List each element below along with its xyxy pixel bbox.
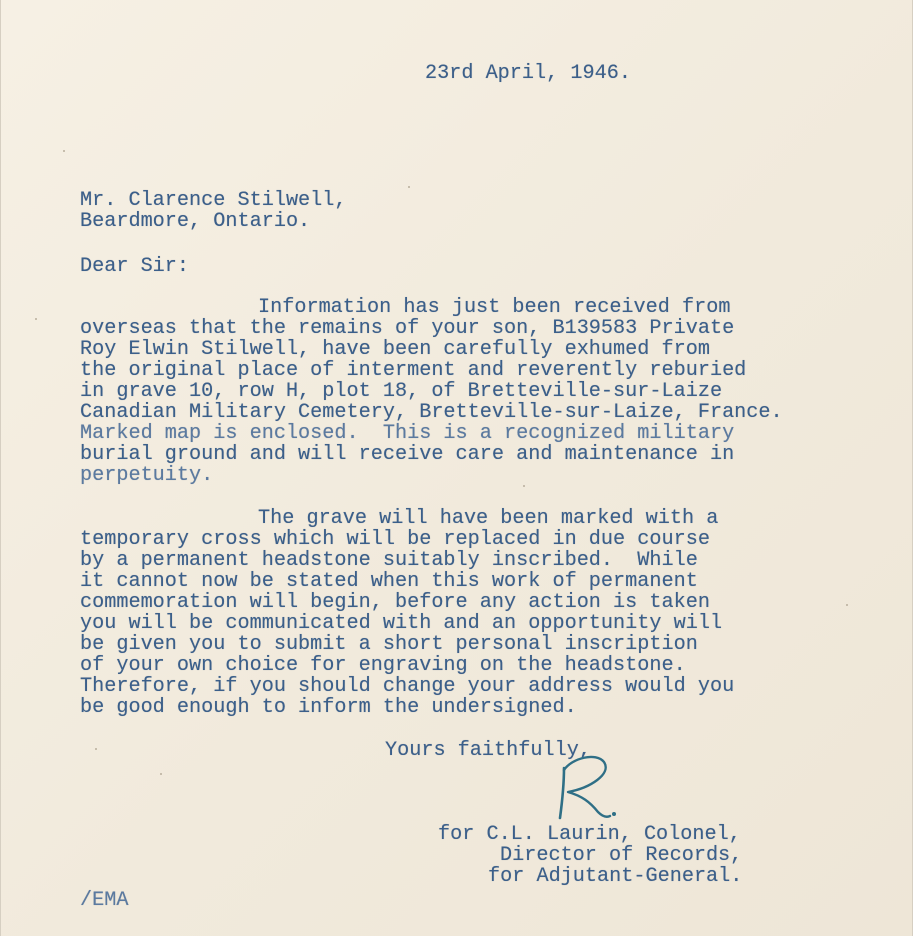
page-left-edge (0, 0, 1, 936)
reference-initials: /EMA (80, 889, 129, 912)
paragraph-1-line: in grave 10, row H, plot 18, of Bretteville-sur-Laize (80, 380, 723, 403)
signature-line-3: for Adjutant-General. (488, 865, 743, 888)
paragraph-1-line: the original place of interment and reverently reburied (80, 359, 747, 382)
closing: Yours faithfully, (385, 739, 591, 762)
paper-speck (160, 773, 162, 775)
paragraph-1-line: Roy Elwin Stilwell, have been carefully exhumed from (80, 338, 710, 361)
paragraph-1-line: perpetuity. (80, 464, 214, 487)
paragraph-1-line: burial ground and will receive care and maintenance in (80, 443, 735, 466)
paragraph-2-line: you will be communicated with and an opportunity will (80, 612, 723, 635)
handwritten-signature-initial (538, 748, 618, 828)
paper-speck (35, 318, 37, 320)
paragraph-2-line: The grave will have been marked with a (258, 507, 719, 530)
paper-speck (95, 748, 97, 750)
paragraph-2-line: be good enough to inform the undersigned. (80, 696, 577, 719)
salutation: Dear Sir: (80, 255, 190, 278)
paragraph-2-line: be given you to submit a short personal inscription (80, 633, 698, 656)
letter-date: 23rd April, 1946. (425, 62, 631, 85)
signature-line-2: Director of Records, (500, 844, 743, 867)
paragraph-2-line: commemoration will begin, before any action is taken (80, 591, 710, 614)
paragraph-1-line: overseas that the remains of your son, B139583 Private (80, 317, 735, 340)
paragraph-2-line: of your own choice for engraving on the headstone. (80, 654, 686, 677)
signature-line-1: for C.L. Laurin, Colonel, (438, 823, 741, 846)
paragraph-1-line: Canadian Military Cemetery, Bretteville-sur-Laize, France. (80, 401, 783, 424)
paragraph-1-line: Marked map is enclosed. This is a recognized military (80, 422, 735, 445)
paragraph-2-line: by a permanent headstone suitably inscribed. While (80, 549, 698, 572)
paragraph-2-line: Therefore, if you should change your address would you (80, 675, 735, 698)
recipient-address: Beardmore, Ontario. (80, 210, 311, 233)
paragraph-1-line: Information has just been received from (258, 296, 731, 319)
paragraph-2-line: it cannot now be stated when this work of permanent (80, 570, 698, 593)
paper-speck (408, 186, 410, 188)
paper-speck (523, 485, 525, 487)
paragraph-2-line: temporary cross which will be replaced in due course (80, 528, 710, 551)
paper-speck (846, 604, 848, 606)
recipient-name: Mr. Clarence Stilwell, (80, 189, 347, 212)
paper-speck (63, 150, 65, 152)
